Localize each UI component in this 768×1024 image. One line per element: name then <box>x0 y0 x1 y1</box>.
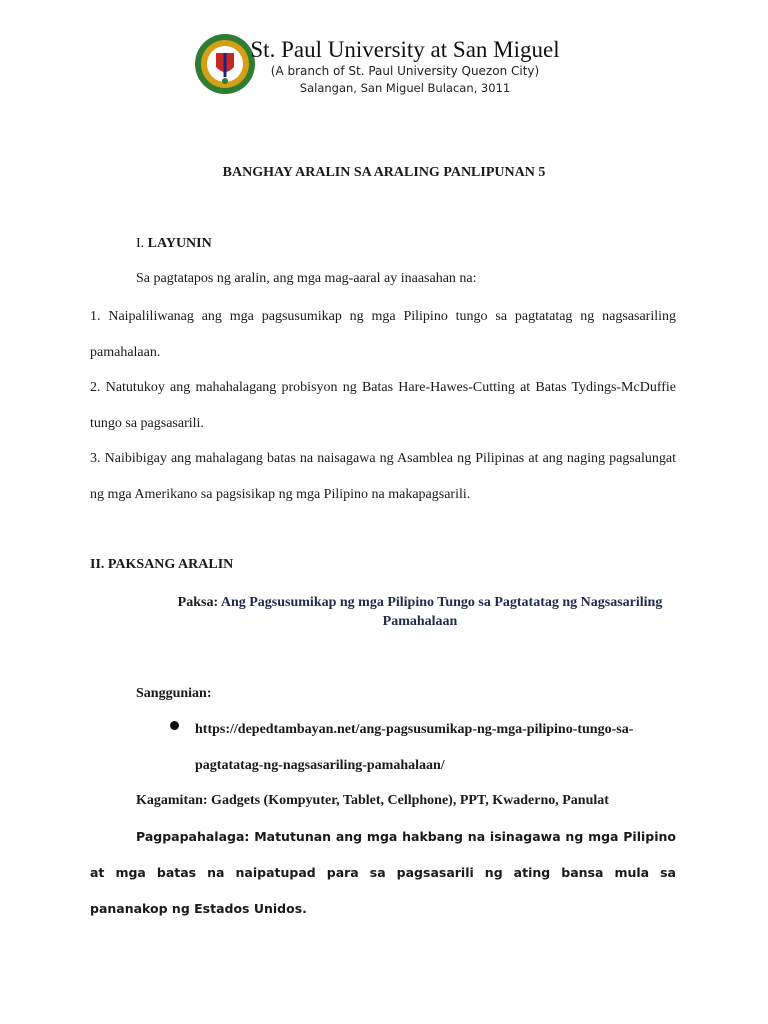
section1-heading <box>136 236 212 252</box>
reference-link-line1[interactable]: https://depedtambayan.net/ang-pagsusumikap-ng-mga-pilipino-tungo-sa- <box>195 722 634 737</box>
university-name: St. Paul University at San Miguel <box>250 37 560 62</box>
reference-link[interactable] <box>195 712 675 784</box>
kagamitan-line: Kagamitan: Gadgets (Kompyuter, Tablet, Cellphone), PPT, Kwaderno, Panulat <box>136 793 609 808</box>
paksa-label: Paksa: <box>177 595 219 610</box>
objective-3: 3. Naibibigay ang mahalagang batas na naisagawa ng Asamblea ng Pilipinas at ang naging pagsalungat ng mga Amerikano sa pagsisikap ng mga Pilipino na makapagsarili. <box>90 451 676 502</box>
reference-link-line2[interactable]: pagtatatag-ng-nagsasariling-pamahalaan/ <box>195 758 445 773</box>
document-title: BANGHAY ARALIN SA ARALING PANLIPUNAN 5 <box>222 165 546 180</box>
university-address: Salangan, San Miguel Bulacan, 3011 <box>299 81 511 95</box>
branch-note: (A branch of St. Paul University Quezon City) <box>270 64 540 78</box>
pagpapahalaga-paragraph: Pagpapahalaga: Matutunan ang mga hakbang na isinagawa ng mga Pilipino at mga batas na naipatupad para sa pagsasarili ng ating bansa mula sa pananakop ng Estados Unidos. <box>90 829 676 916</box>
section1-intro: Sa pagtatapos ng aralin, ang mga mag-aaral ay inaasahan na: <box>136 271 477 286</box>
section1-number: I. <box>136 236 145 251</box>
paksa-block <box>150 593 690 631</box>
sanggunian-label: Sanggunian: <box>136 686 212 701</box>
objective-2: 2. Natutukoy ang mahahalagang probisyon ng Batas Hare-Hawes-Cutting at Batas Tydings-McDuffie tungo sa pagsasarili. <box>90 380 676 431</box>
objective-1: 1. Naipaliliwanag ang mga pagsusumikap ng mga Pilipino tungo sa pagtatatag ng nagsasariling pamahalaan. <box>90 309 676 360</box>
university-seal-logo <box>194 33 256 95</box>
section2-heading: II. PAKSANG ARALIN <box>90 557 234 572</box>
section1-title: LAYUNIN <box>147 236 212 251</box>
paksa-topic: Ang Pagsusumikap ng mga Pilipino Tungo sa Pagtatatag ng Nagsasariling Pamahalaan <box>220 595 663 629</box>
bullet-icon <box>170 721 179 730</box>
